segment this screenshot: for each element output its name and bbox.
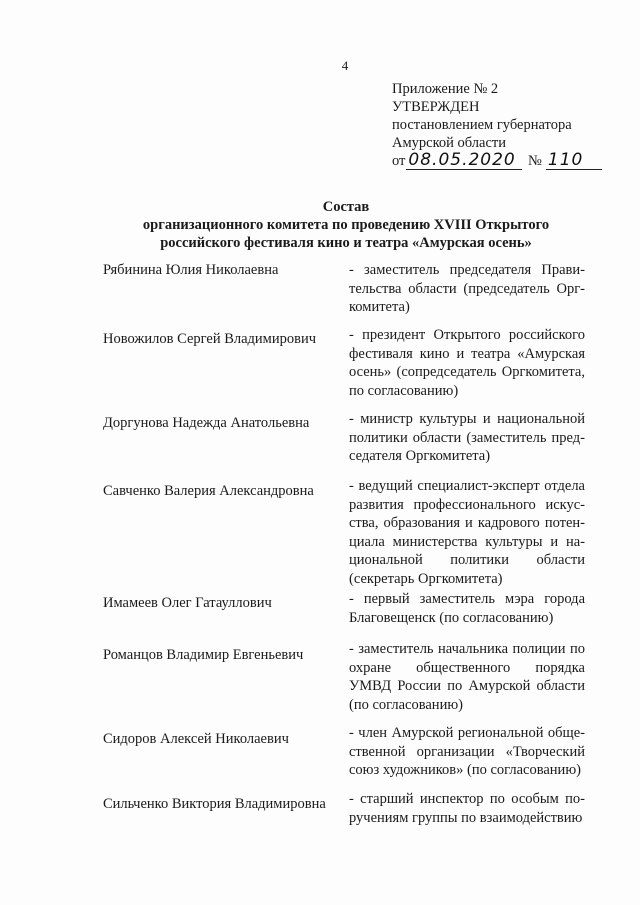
decree-date-handwritten: 08.05.2020 — [406, 152, 522, 170]
title-line-2: организационного комитета по проведению XVIII Открытого — [142, 217, 550, 233]
annex-region: Амурской области — [392, 135, 506, 151]
member-role: - министр культуры и национальной политики области (заместитель пред-седателя Оргкомитета) — [349, 411, 585, 464]
title-line-1: Состав — [322, 199, 370, 215]
member-role: - заместитель председателя Прави-тельства области (председатель Орг-комитета) — [349, 262, 585, 315]
annex-approved: УТВЕРЖДЕН — [392, 99, 480, 115]
member-name: Имамеев Олег Гатауллович — [103, 595, 272, 611]
member-name: Сидоров Алексей Николаевич — [103, 731, 289, 747]
page-number: 4 — [341, 58, 349, 73]
member-role: - президент Открытого российского фестиваля кино и театра «Амурская осень» (сопредседатель Оргкомитета, по согласованию) — [349, 327, 585, 399]
member-name: Новожилов Сергей Владимирович — [103, 331, 317, 347]
member-name: Романцов Владимир Евгеньевич — [103, 647, 304, 663]
member-name: Сильченко Виктория Владимировна — [103, 796, 326, 812]
member-name: Доргунова Надежда Анатольевна — [103, 415, 310, 431]
decree-from-label: от — [392, 153, 406, 169]
member-name: Савченко Валерия Александровна — [103, 483, 314, 499]
member-role: - старший инспектор по особым по-ручениям группы по взаимодействию — [349, 791, 585, 826]
member-role: - заместитель начальника полиции по охране общественного порядка УМВД России по Амурской области (по согласованию) — [349, 641, 585, 713]
member-role: - первый заместитель мэра города Благовещенск (по согласованию) — [349, 591, 585, 626]
member-name: Рябинина Юлия Николаевна — [103, 262, 279, 278]
decree-number-handwritten: 110 — [546, 152, 602, 170]
title-line-3: российского фестиваля кино и театра «Амурская осень» — [160, 235, 532, 251]
member-role: - ведущий специалист-эксперт отдела развития профессионального искус-ства, образования и кадрового потен-циала министерства культуры и на-циональной политики области (секретарь Оргкомитета) — [349, 478, 585, 587]
annex-number: Приложение № 2 — [392, 81, 499, 97]
annex-decree-type: постановлением губернатора — [392, 117, 572, 133]
member-role: - член Амурской региональной обще-ственной организации «Творческий союз художников» (по согласованию) — [349, 725, 585, 778]
decree-number-label: № — [528, 153, 542, 169]
